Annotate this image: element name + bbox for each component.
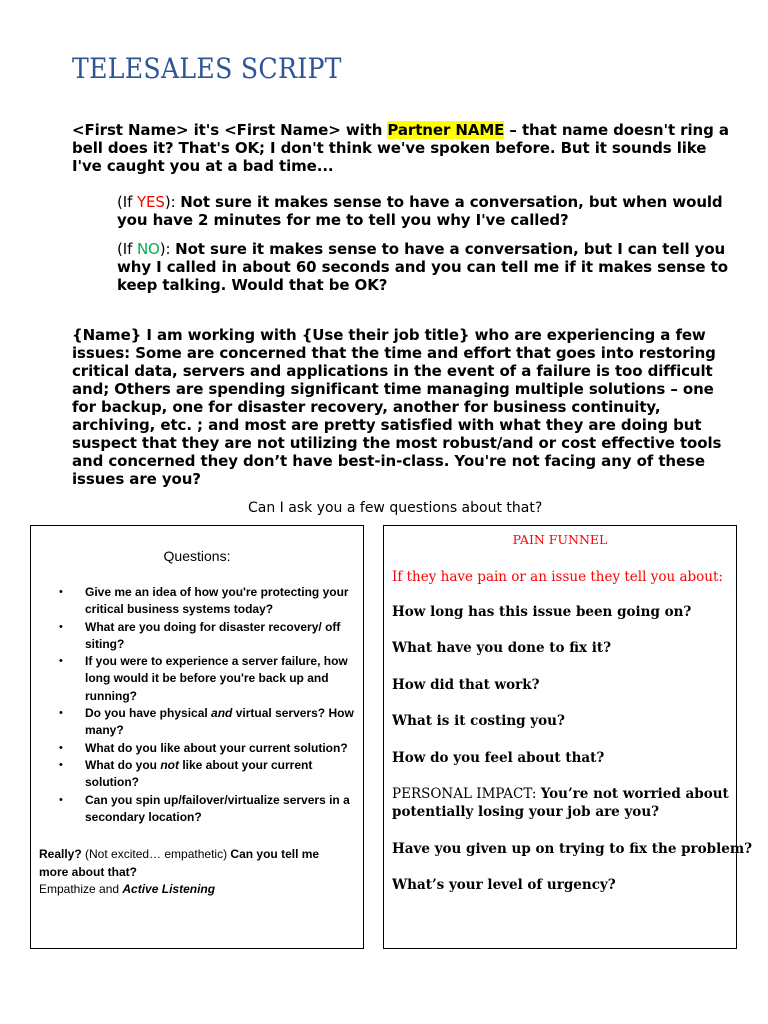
intro-line-2: bell does it? That's OK; I don't think we've spoken before. But it sounds like	[72, 139, 707, 157]
no-prefix-open: (If	[117, 240, 137, 258]
pain-funnel-box	[383, 525, 753, 949]
personal-impact-block	[392, 785, 729, 821]
intro-line-1b: – that name doesn't ring a	[504, 121, 729, 139]
yes-response-block	[117, 193, 723, 229]
bullet-icon: •	[59, 655, 63, 668]
bullet-icon: •	[59, 741, 63, 754]
name-para-line: and; Others are spending significant time managing multiple solutions – one	[72, 380, 714, 398]
question-text: like about your current	[178, 757, 313, 772]
no-line-3: keep talking. Would that be OK?	[117, 276, 388, 294]
question-text: If you were to experience a server failure, how	[85, 654, 348, 669]
question-text: What are you doing for disaster recovery/ off	[85, 619, 341, 634]
question-text: virtual servers? How	[232, 706, 354, 721]
question-item	[59, 792, 359, 827]
question-text: critical business systems today?	[85, 602, 274, 617]
name-para-line: for backup, one for disaster recovery, another for business continuity,	[72, 398, 661, 416]
question-text: Give me an idea of how you're protecting your	[85, 585, 349, 599]
pain-funnel-question: potentially losing your job are you?	[392, 804, 660, 820]
pain-funnel-question: Have you given up on trying to fix the problem?	[392, 841, 753, 857]
questions-heading: Questions:	[163, 548, 231, 564]
question-emphasis: not	[160, 757, 179, 772]
yes-keyword: YES	[136, 193, 165, 211]
question-item	[59, 757, 359, 792]
no-keyword: NO	[136, 240, 160, 258]
tell-me-more-text: Can you tell me	[230, 847, 320, 861]
intro-line-1a: <First Name> it's <First Name> with	[72, 121, 388, 139]
pain-funnel-heading: PAIN FUNNEL	[512, 532, 608, 547]
name-para-line: issues are you?	[72, 470, 201, 488]
yes-line-2: you have 2 minutes for me to tell you why I've called?	[117, 211, 569, 229]
pain-funnel-question: What’s your level of urgency?	[392, 877, 616, 893]
pain-funnel-question: How did that work?	[392, 677, 540, 693]
question-text: Do you have physical	[85, 706, 212, 721]
questions-box	[30, 525, 364, 949]
questions-footer	[39, 846, 319, 899]
question-text: many?	[85, 723, 124, 738]
name-para-line: suspect that they are not utilizing the most robust/and or cost effective tools	[72, 434, 722, 452]
no-response-block	[117, 240, 728, 294]
intro-line-3: I've caught you at a bad time...	[72, 157, 334, 175]
question-text: secondary location?	[85, 809, 202, 824]
pain-funnel-question: You’re not worried about	[540, 786, 729, 802]
name-para-line: and concerned they don’t have best-in-class. You're not facing any of these	[72, 452, 705, 470]
pain-funnel-question: What have you done to fix it?	[392, 640, 612, 656]
yes-prefix-open: (If	[117, 193, 137, 211]
question-item	[59, 653, 359, 705]
question-item	[59, 740, 359, 757]
pain-funnel-question: What is it costing you?	[392, 713, 565, 729]
name-para-line: {Name} I am working with {Use their job title} who are experiencing a few	[72, 326, 706, 344]
empathetic-note: (Not excited… empathetic)	[81, 847, 231, 861]
pain-funnel-question: How do you feel about that?	[392, 750, 605, 766]
question-text: Can you spin up/failover/virtualize servers in a	[85, 792, 350, 807]
no-prefix-close: ):	[159, 240, 176, 258]
partner-name-highlight: Partner NAME	[387, 121, 505, 139]
yes-line-1: Not sure it makes sense to have a conversation, but when would	[180, 193, 723, 211]
question-text: What do you like about your current solution?	[85, 740, 348, 755]
pain-funnel-question: How long has this issue been going on?	[392, 604, 692, 620]
question-emphasis: and	[211, 706, 233, 721]
question-item	[59, 705, 359, 740]
pain-funnel-intro: If they have pain or an issue they tell you about:	[392, 569, 723, 585]
really-label: Really?	[39, 847, 82, 861]
empathize-text: Empathize and	[39, 882, 123, 896]
ask-questions-line: Can I ask you a few questions about that?	[248, 500, 543, 516]
bullet-icon: •	[59, 586, 63, 598]
intro-paragraph	[72, 121, 729, 175]
question-text: running?	[85, 688, 137, 703]
no-line-1: Not sure it makes sense to have a conversation, but I can tell you	[175, 240, 726, 258]
yes-prefix-close: ):	[164, 193, 181, 211]
name-paragraph	[72, 326, 721, 488]
bullet-icon: •	[59, 793, 63, 806]
personal-impact-label: PERSONAL IMPACT:	[392, 786, 541, 802]
bullet-icon: •	[59, 707, 63, 720]
question-text: long would it be before you're back up and	[85, 671, 329, 686]
active-listening-text: Active Listening	[122, 882, 216, 896]
question-item	[59, 619, 359, 654]
question-text: siting?	[85, 636, 125, 651]
question-text: What do you	[85, 757, 161, 772]
no-line-2: why I called in about 60 seconds and you can tell me if it makes sense to	[117, 258, 728, 276]
tell-me-more-text: more about that?	[39, 864, 137, 879]
name-para-line: archiving, etc. ; and most are pretty satisfied with what they are doing but	[72, 416, 702, 434]
questions-list	[59, 584, 359, 826]
name-para-line: critical data, servers and applications in the event of a failure is too difficult	[72, 362, 713, 380]
name-para-line: issues: Some are concerned that the time and effort that goes into restoring	[72, 344, 716, 362]
bullet-icon: •	[59, 620, 63, 633]
page-title: TELESALES SCRIPT	[72, 52, 342, 85]
question-item	[59, 584, 359, 619]
bullet-icon: •	[59, 758, 63, 771]
question-text: solution?	[85, 775, 139, 790]
